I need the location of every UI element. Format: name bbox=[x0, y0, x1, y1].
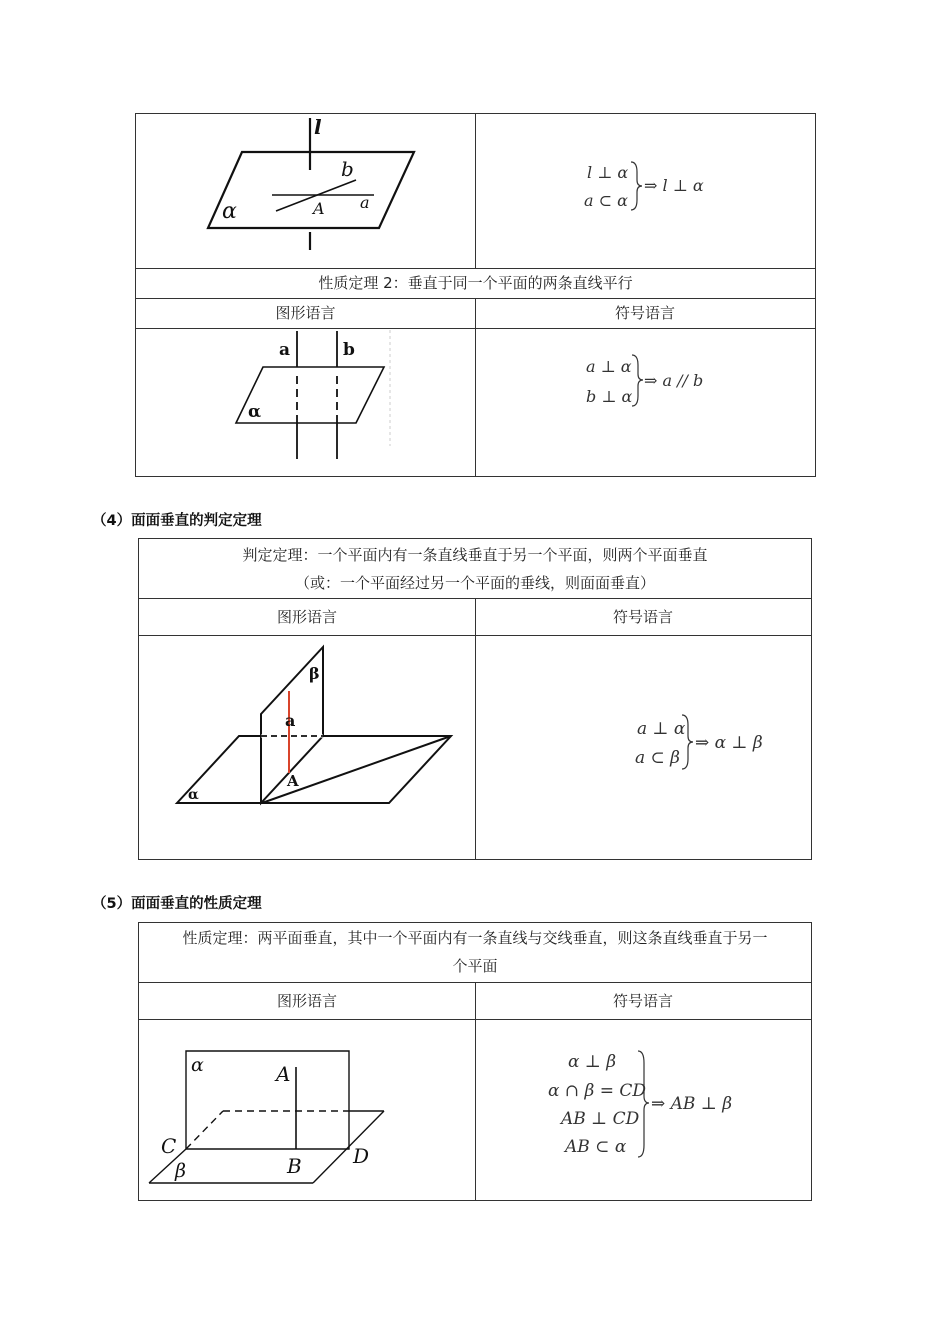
label-alpha: α bbox=[188, 787, 199, 803]
label-C: C bbox=[161, 1134, 177, 1158]
symbolic-formula-5 bbox=[475, 1019, 811, 1200]
formula-line-2: α ∩ β = CD bbox=[548, 1081, 647, 1101]
header-figure-language: 图形语言 bbox=[276, 991, 337, 1010]
symbolic-formula-2 bbox=[475, 328, 816, 476]
formula-conclusion: ⇒ α ⊥ β bbox=[695, 733, 763, 753]
header-figure-language: 图形语言 bbox=[276, 607, 337, 626]
label-l: l bbox=[314, 115, 322, 139]
formula-line-3: AB ⊥ CD bbox=[561, 1109, 640, 1129]
theorem-text bbox=[139, 539, 811, 598]
symbolic-formula-4 bbox=[475, 635, 811, 859]
theorem-line-2: （或：一个平面经过另一个平面的垂线，则面面垂直） bbox=[294, 573, 655, 592]
label-B: B bbox=[287, 1154, 302, 1178]
label-a: a bbox=[360, 193, 370, 212]
theorem-table-top bbox=[135, 113, 816, 477]
label-beta: β bbox=[175, 1160, 186, 1182]
label-D: D bbox=[353, 1144, 370, 1168]
theorem-line-2: 个平面 bbox=[452, 957, 498, 975]
theorem-line-1: 判定定理：一个平面内有一条直线垂直于另一个平面，则两个平面垂直 bbox=[242, 545, 708, 564]
formula-conclusion: ⇒ AB ⊥ β bbox=[651, 1094, 733, 1114]
two-parallel-lines-figure bbox=[136, 328, 475, 476]
label-alpha: α bbox=[191, 1054, 204, 1076]
formula-conclusion: ⇒ l ⊥ α bbox=[644, 176, 704, 195]
line-perpendicular-plane-figure bbox=[136, 114, 475, 268]
label-beta: β bbox=[309, 664, 320, 683]
label-b: b bbox=[343, 340, 355, 360]
formula-line-2: a ⊂ β bbox=[635, 748, 681, 768]
section-4-heading: （4）面面垂直的判定定理 bbox=[92, 513, 262, 529]
theorem-table-5 bbox=[138, 922, 812, 1201]
label-a: a bbox=[279, 340, 291, 360]
header-symbol-language: 符号语言 bbox=[612, 991, 673, 1010]
theorem-text bbox=[139, 923, 811, 983]
theorem-line-1: 性质定理：两平面垂直，其中一个平面内有一条直线与交线垂直，则这条直线垂直于另一 bbox=[182, 929, 768, 947]
formula-conclusion: ⇒ a // b bbox=[644, 371, 704, 390]
label-a: a bbox=[285, 711, 296, 730]
formula-line-1: l ⊥ α bbox=[587, 163, 629, 182]
formula-line-2: a ⊂ α bbox=[584, 191, 628, 210]
header-symbol-language: 符号语言 bbox=[612, 607, 673, 626]
symbolic-formula-1 bbox=[475, 114, 816, 268]
theorem-table-4 bbox=[138, 538, 812, 860]
formula-line-4: AB ⊂ α bbox=[565, 1137, 627, 1157]
section-5-heading: （5）面面垂直的性质定理 bbox=[92, 896, 262, 912]
label-b: b bbox=[341, 157, 354, 181]
plane-perpendicular-property-figure bbox=[139, 1019, 475, 1200]
theorem-2-text: 性质定理 2：垂直于同一个平面的两条直线平行 bbox=[318, 274, 633, 292]
header-figure-language: 图形语言 bbox=[275, 304, 336, 322]
plane-perpendicular-judgment-figure bbox=[139, 635, 475, 859]
header-symbol-language: 符号语言 bbox=[614, 304, 675, 322]
formula-line-1: a ⊥ α bbox=[586, 357, 632, 376]
label-alpha: α bbox=[248, 402, 262, 422]
label-alpha: α bbox=[222, 199, 237, 224]
formula-line-2: b ⊥ α bbox=[586, 387, 633, 406]
label-A: A bbox=[276, 1062, 291, 1086]
label-A: A bbox=[287, 772, 299, 790]
formula-line-1: α ⊥ β bbox=[568, 1052, 617, 1072]
label-A: A bbox=[313, 199, 325, 218]
formula-line-1: a ⊥ α bbox=[637, 719, 686, 739]
